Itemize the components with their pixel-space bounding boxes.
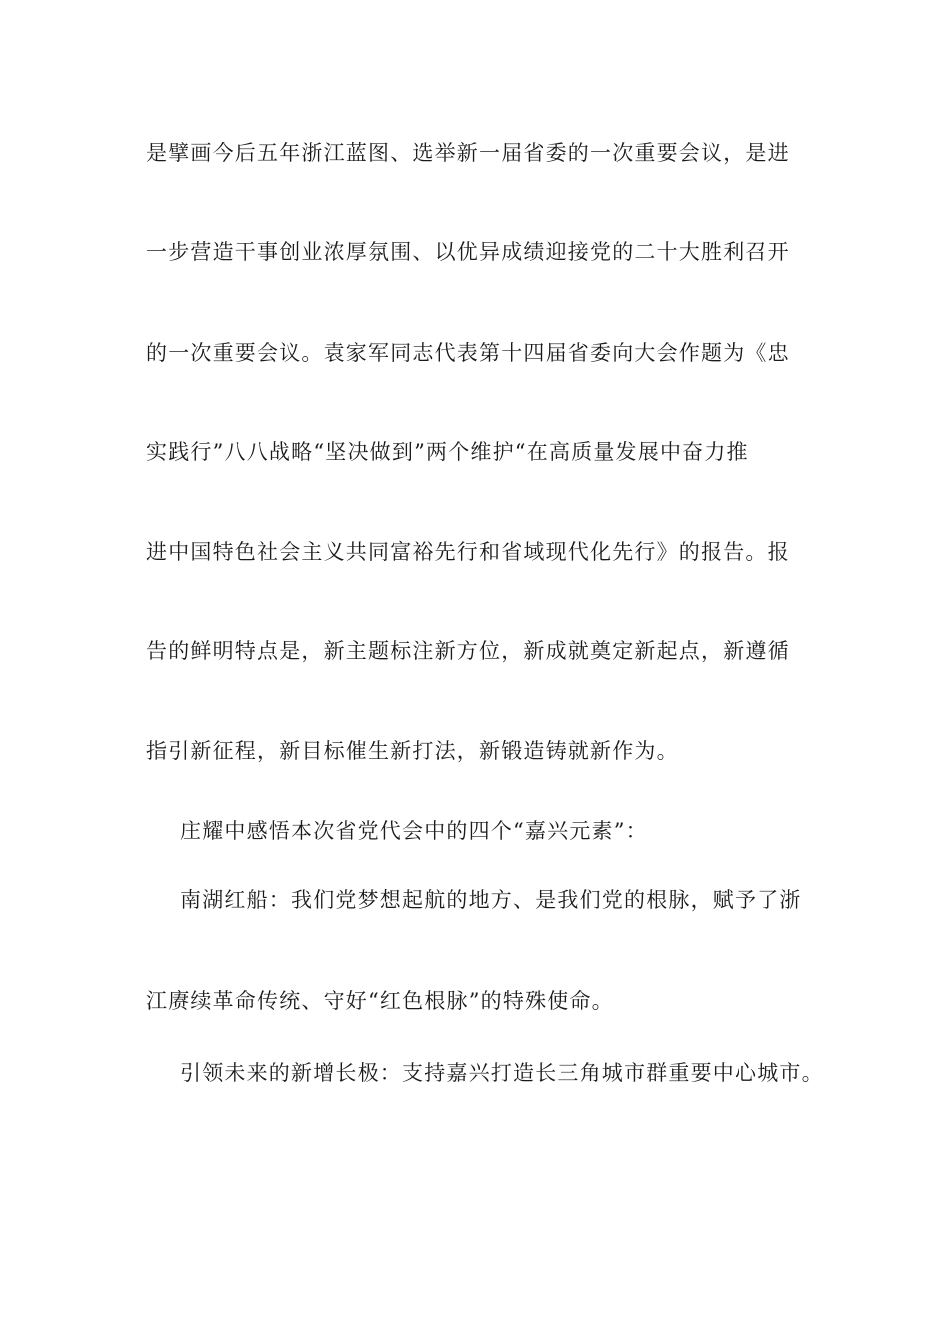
text-line-4: 实践行”八八战略“坚决做到”两个维护“在高质量发展中奋力推	[146, 440, 749, 464]
text-line-7: 指引新征程，新目标催生新打法，新锻造铸就新作为。	[146, 739, 679, 763]
text-line-10: 江赓续革命传统、守好“红色根脉”的特殊使命。	[146, 989, 614, 1013]
text-line-9: 南湖红船：我们党梦想起航的地方、是我们党的根脉，赋予了浙	[180, 888, 802, 912]
text-line-1: 是擘画今后五年浙江蓝图、选举新一届省委的一次重要会议，是进	[146, 141, 790, 165]
paragraph-heading-line: 庄耀中感悟本次省党代会中的四个“嘉兴元素”：	[180, 819, 648, 843]
text-line-2: 一步营造干事创业浓厚氛围、以优异成绩迎接党的二十大胜利召开	[146, 240, 790, 264]
text-line-3: 的一次重要会议。袁家军同志代表第十四届省委向大会作题为《忠	[146, 341, 790, 365]
text-line-11: 引领未来的新增长极：支持嘉兴打造长三角城市群重要中心城市。	[180, 1061, 824, 1085]
text-line-5: 进中国特色社会主义共同富裕先行和省域现代化先行》的报告。报	[146, 540, 790, 564]
text-line-6: 告的鲜明特点是，新主题标注新方位，新成就奠定新起点，新遵循	[146, 639, 790, 663]
